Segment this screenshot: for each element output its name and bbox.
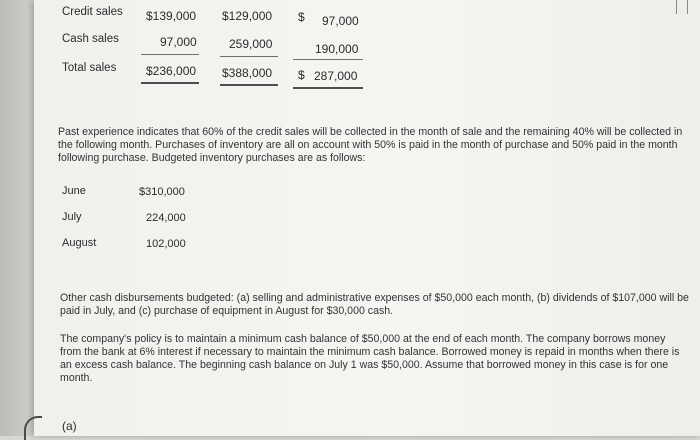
cash-sales-col2: 259,000 — [229, 37, 273, 51]
purchase-amount-august: 102,000 — [146, 238, 186, 250]
total-sales-col2: $388,000 — [222, 66, 273, 80]
subtotal-rule-col2 — [220, 56, 278, 57]
credit-sales-col1: $139,000 — [146, 9, 197, 23]
purchase-month-july: July — [62, 211, 82, 223]
total-sales-col1: $236,000 — [146, 64, 197, 78]
credit-sales-col3: 97,000 — [322, 14, 359, 28]
part-a-label: (a) — [62, 419, 77, 433]
total-rule-col3 — [293, 87, 363, 89]
total-rule-col2 — [220, 84, 278, 86]
total-sales-col3-symbol: $ — [298, 68, 305, 82]
purchase-amount-june: $310,000 — [139, 186, 185, 198]
total-sales-col3: 287,000 — [314, 69, 358, 83]
subtotal-rule-col1 — [141, 54, 199, 55]
subtotal-rule-col3 — [293, 59, 363, 60]
cash-balance-policy-paragraph: The company's policy is to maintain a minimum cash balance of $50,000 at the end of each month. The company borrows money from the bank at 6% interest if necessary to maintain the minimum cash balance. Borrowed money is repaid in months when there is an excess cash balance. The beginning cash balance on July 1 was $50,000. Assume that borrowed money in this case is for one month. — [60, 333, 680, 384]
page-curl-mark — [24, 416, 42, 440]
cash-sales-col1: 97,000 — [160, 35, 197, 49]
credit-sales-col2: $129,000 — [222, 9, 273, 23]
row-label-cash-sales: Cash sales — [62, 33, 119, 45]
page-edge-mark — [676, 0, 688, 14]
other-disbursements-paragraph: Other cash disbursements budgeted: (a) selling and administrative expenses of $50,000 each month, (b) dividends of $107,000 will be paid in July, and (c) purchase of equipment in August for $30,000 cash. — [60, 292, 689, 317]
purchase-amount-july: 224,000 — [146, 212, 186, 224]
row-label-total-sales: Total sales — [62, 62, 117, 74]
purchase-month-june: June — [62, 185, 86, 197]
cash-sales-col3: 190,000 — [315, 42, 359, 56]
page-left-edge — [0, 0, 34, 436]
total-rule-col1 — [141, 82, 199, 84]
collection-policy-paragraph: Past experience indicates that 60% of the credit sales will be collected in the month of sale and the remaining 40% will be collected in the following month. Purchases of inventory are all on account with 50% is paid in the month of purchase and 50% paid in the month following purchase. Budgeted inventory purchases are as follows: — [58, 126, 683, 164]
purchase-month-august: August — [62, 237, 97, 249]
row-label-credit-sales: Credit sales — [62, 6, 123, 18]
credit-sales-col3-symbol: $ — [298, 10, 305, 24]
